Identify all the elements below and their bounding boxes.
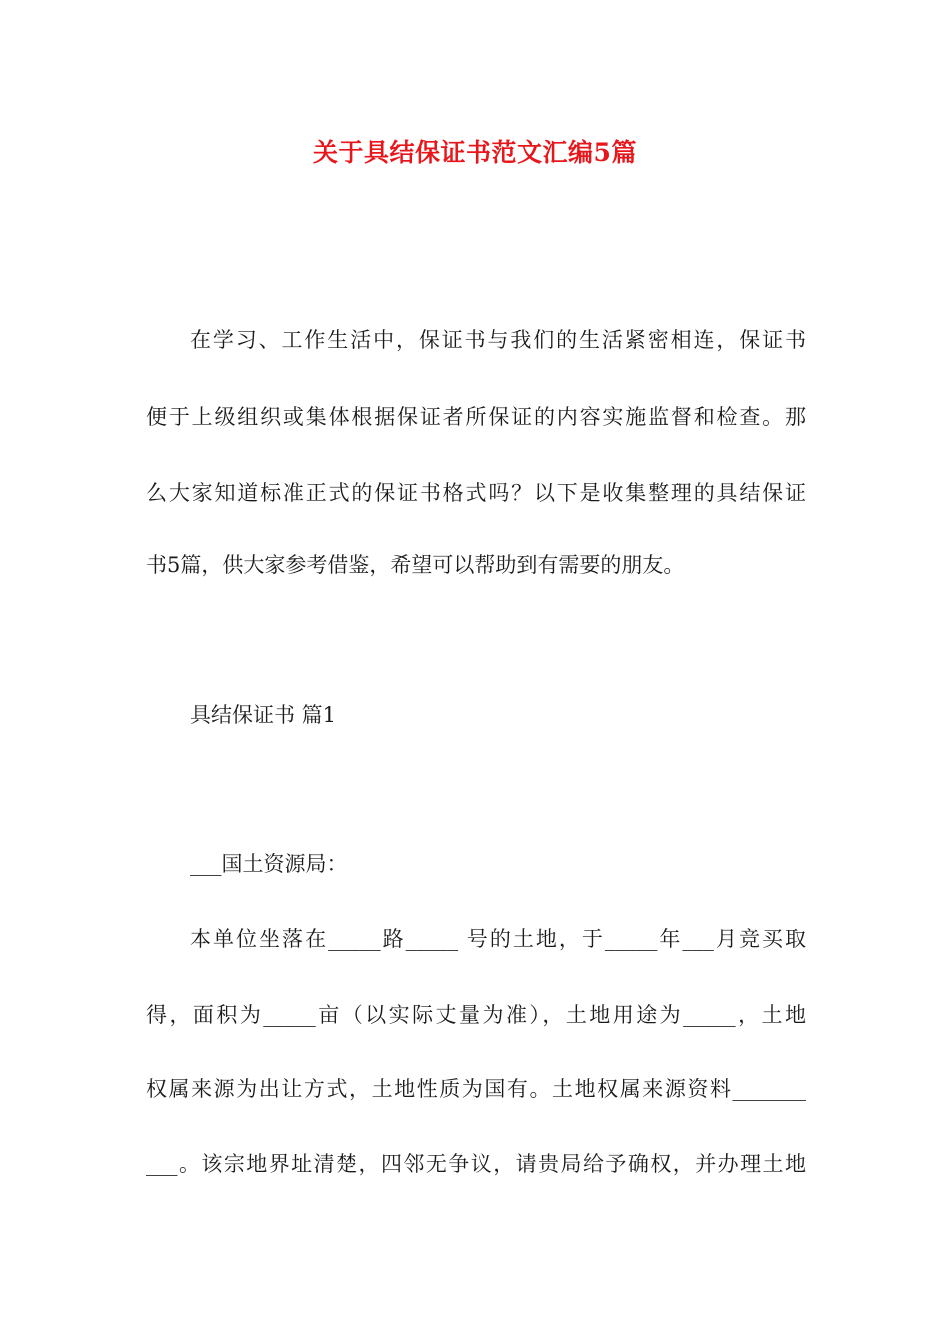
intro-line-2: 便于上级组织或集体根据保证者所保证的内容实施监督和检查。那 — [146, 405, 806, 429]
body-line-1: 本单位坐落在_____路_____ 号的土地，于_____年___月竞买取 — [190, 927, 806, 951]
body-line-2: 得，面积为_____亩（以实际丈量为准），土地用途为_____，土地 — [146, 1003, 806, 1027]
document-title: 关于具结保证书范文汇编5篇 — [313, 138, 637, 167]
section-heading: 具结保证书 篇1 — [190, 703, 337, 727]
intro-line-4: 书5篇，供大家参考借鉴，希望可以帮助到有需要的朋友。 — [146, 553, 685, 577]
intro-line-3: 么大家知道标准正式的保证书格式吗？以下是收集整理的具结保证 — [146, 481, 806, 505]
body-line-4: ___。该宗地界址清楚，四邻无争议，请贵局给予确权，并办理土地 — [146, 1152, 806, 1176]
intro-line-1: 在学习、工作生活中，保证书与我们的生活紧密相连，保证书 — [190, 328, 806, 352]
body-line-3: 权属来源为出让方式，土地性质为国有。土地权属来源资料_______ — [146, 1077, 806, 1101]
addressee-line: ___国土资源局： — [190, 852, 348, 876]
